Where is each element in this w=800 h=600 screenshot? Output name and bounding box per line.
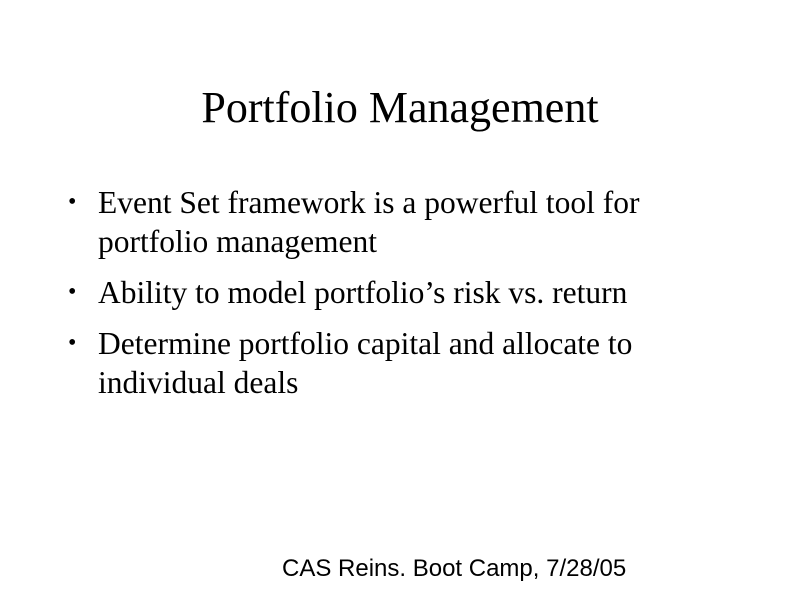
bullet-item	[68, 324, 728, 402]
bullet-dot-icon: •	[68, 330, 77, 356]
bullet-text: Event Set framework is a powerful tool for portfolio management	[98, 185, 640, 259]
bullet-dot-icon: •	[68, 279, 77, 305]
bullet-dot-icon: •	[68, 189, 77, 215]
bullet-item	[68, 183, 728, 261]
bullet-text: Determine portfolio capital and allocate to individual deals	[98, 326, 633, 400]
bullet-list	[68, 183, 728, 414]
footer-text: CAS Reins. Boot Camp, 7/28/05	[282, 555, 627, 582]
slide-title: Portfolio Management	[201, 83, 599, 132]
bullet-item	[68, 273, 728, 312]
bullet-text: Ability to model portfolio’s risk vs. return	[98, 275, 628, 310]
